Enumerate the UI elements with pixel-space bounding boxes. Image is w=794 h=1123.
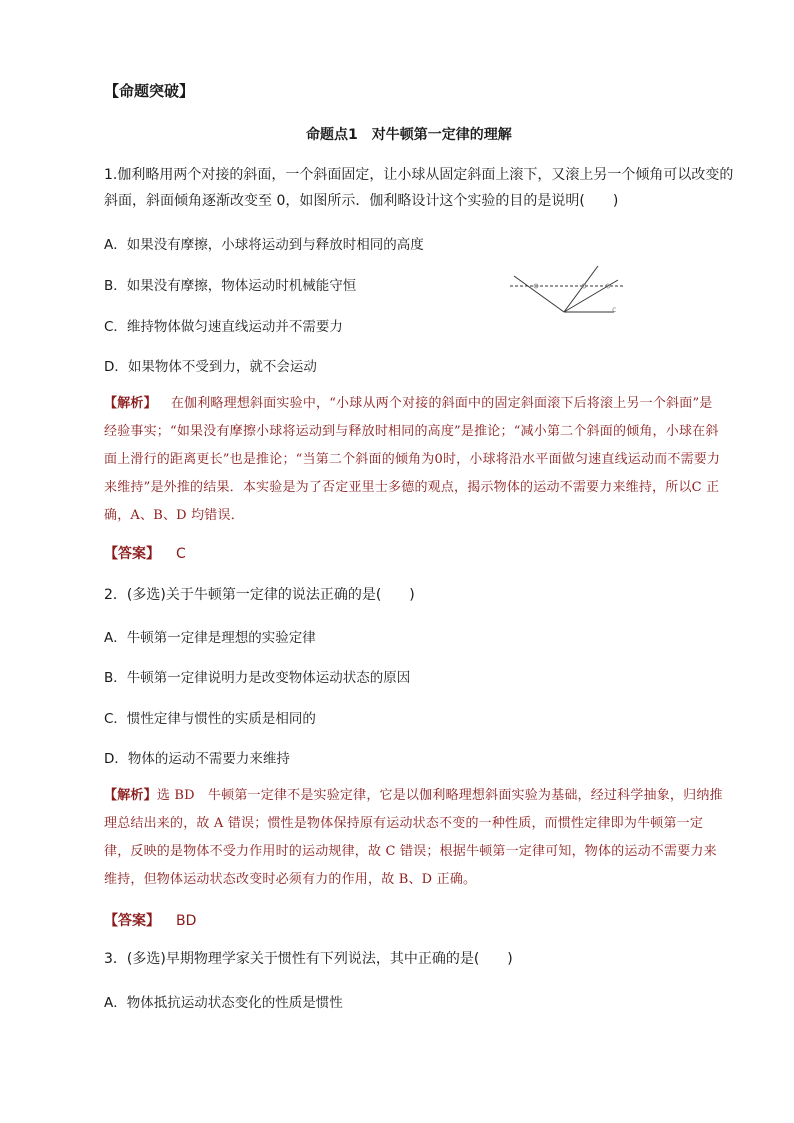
inclined-plane-figure [506, 264, 636, 318]
q2-option-d: D．物体的运动不需要力来维持 [104, 751, 290, 767]
q2-option-a: A．牛顿第一定律是理想的实验定律 [104, 630, 316, 646]
q2-option-c: C．惯性定律与惯性的实质是相同的 [104, 711, 316, 727]
q1-analysis-text: 在伽利略理想斜面实验中，“小球从两个对接的斜面中的固定斜面滚下后将滚上另一个斜面”是经验事实；“如果没有摩擦小球将运动到与释放时相同的高度”是推论；“减小第二个斜面的倾角，小球在斜面上滑行的距离更长”也是推论；“当第二个斜面的倾角为0时，小球将沿水平面做匀速直线运动而不需要力来维持”是外推的结果．本实验是为了否定亚里士多德的观点，揭示物体的运动不需要力来维持，所以C 正确，A、B、D 均错误． [104, 396, 721, 523]
q2-analysis-text: 选 BD 牛顿第一定律不是实验定律，它是以伽利略理想斜面实验为基础，经过科学抽象，归纳推理总结出来的，故 A 错误；惯性是物体保持原有运动状态不变的一种性质，而惯性定律即为牛顿第一定律，反映的是物体不受力作用时的运动规律，故 C 错误；根据牛顿第一定律可知，物体的运动不需要力来维持，但物体运动状态改变时必须有力的作用，故 B、D 正确。 [104, 788, 723, 887]
q2-stem: 2．(多选)关于牛顿第一定律的说法正确的是( ) [104, 587, 415, 603]
topic-title: 命题点1 对牛顿第一定律的理解 [306, 127, 512, 143]
q1-stem-line2: 斜面，斜面倾角逐渐改变至 0，如图所示．伽利略设计这个实验的目的是说明( ) [104, 193, 619, 209]
q1-stem-line1: 1.伽利略用两个对接的斜面，一个斜面固定，让小球从固定斜面上滚下，又滚上另一个倾角可以改变的 [104, 167, 734, 183]
q3-stem: 3．(多选)早期物理学家关于惯性有下列说法，其中正确的是( ) [104, 951, 513, 967]
steep-slope [564, 266, 598, 312]
q1-answer-value: C [176, 546, 186, 562]
section-heading: 【命题突破】 [104, 82, 195, 100]
figure-label: c [612, 305, 617, 314]
q1-option-a: A．如果没有摩擦，小球将运动到与释放时相同的高度 [104, 237, 424, 253]
q1-option-c: C．维持物体做匀速直线运动并不需要力 [104, 319, 343, 335]
q1-answer-label: 【答案】 [104, 546, 160, 562]
q1-analysis-label: 【解析】 [104, 396, 157, 411]
q1-option-b: B．如果没有摩擦，物体运动时机械能守恒 [104, 278, 357, 294]
fixed-slope [514, 276, 564, 312]
q2-answer [104, 910, 196, 930]
q1-analysis [104, 390, 724, 530]
q2-analysis [104, 782, 724, 894]
q2-answer-label: 【答案】 [104, 913, 160, 929]
q2-answer-value: BD [176, 913, 197, 929]
q2-analysis-label: 【解析】 [104, 788, 157, 803]
q1-answer [104, 543, 186, 563]
q3-option-a: A．物体抵抗运动状态变化的性质是惯性 [104, 995, 343, 1011]
q1-option-d: D．如果物体不受到力，就不会运动 [104, 359, 317, 375]
q2-option-b: B．牛顿第一定律说明力是改变物体运动状态的原因 [104, 670, 411, 686]
